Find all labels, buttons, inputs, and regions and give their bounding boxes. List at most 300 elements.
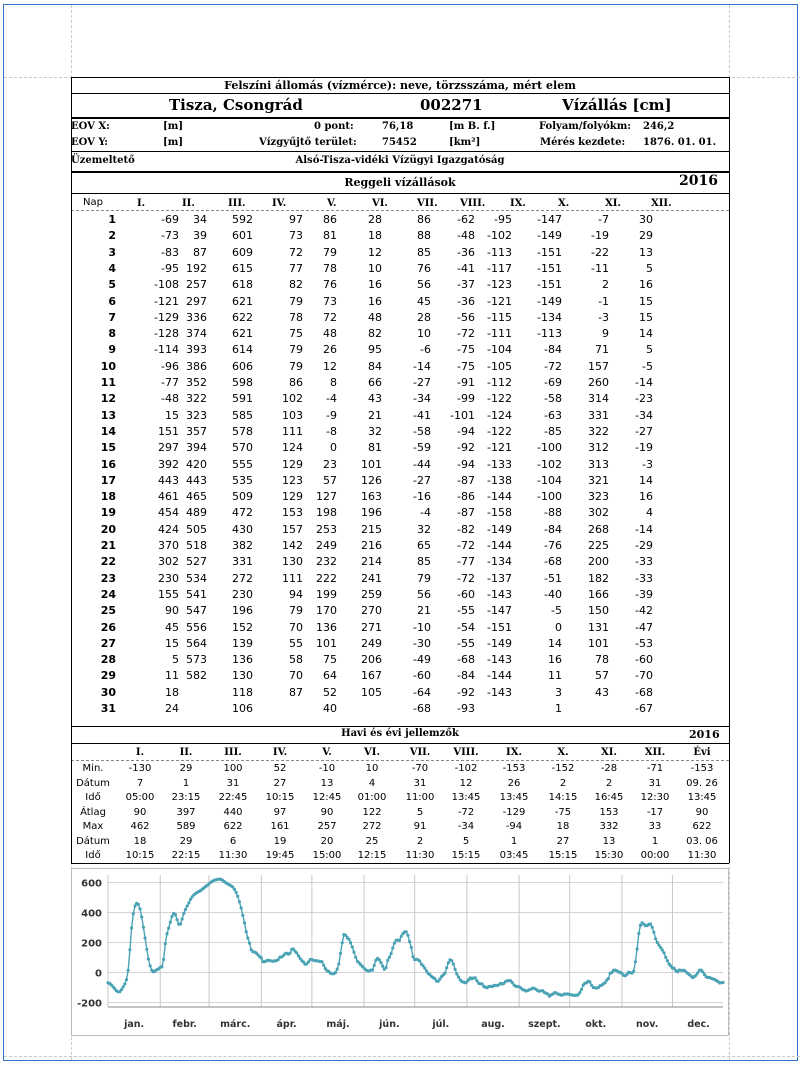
stats-value: 15:15 [451, 850, 481, 861]
daily-value: -96 [161, 359, 179, 373]
stats-column-header: X. [557, 747, 569, 758]
day-number: 30 [100, 685, 116, 699]
stats-value: 26 [507, 777, 521, 789]
eovy-label: EOV Y: [71, 137, 108, 148]
data-point [661, 948, 664, 951]
daily-value: -9 [326, 408, 337, 422]
day-number: 19 [100, 506, 116, 520]
day-number: 10 [100, 359, 116, 373]
daily-value: 94 [289, 587, 303, 601]
daily-value: 29 [639, 229, 653, 243]
daily-value: 199 [316, 587, 337, 601]
daily-value: 9 [602, 327, 609, 341]
stats-value: -94 [505, 821, 523, 832]
daily-value: -149 [537, 229, 562, 243]
data-point [701, 970, 704, 973]
daily-value: 87 [193, 245, 207, 259]
daily-value: 43 [368, 392, 382, 406]
daily-value: 3 [555, 685, 562, 699]
daily-value: -30 [413, 636, 431, 650]
daily-value: 166 [588, 587, 609, 601]
x-tick-label: febr. [172, 1019, 197, 1030]
daily-value: 82 [368, 327, 382, 341]
daily-value: -104 [537, 473, 562, 487]
stats-value: 397 [176, 806, 196, 818]
x-tick-label: júl. [432, 1019, 450, 1030]
data-point [169, 921, 172, 924]
daily-value: -112 [487, 376, 512, 389]
daily-value: 90 [165, 604, 179, 618]
daily-value: 1 [555, 702, 562, 715]
daily-value: -143 [487, 685, 512, 699]
stats-value: 27 [556, 835, 570, 847]
daily-value: -36 [457, 245, 475, 259]
data-point [649, 922, 652, 925]
data-point [632, 970, 635, 973]
data-point [351, 945, 354, 948]
data-point [322, 964, 325, 967]
station-name: Tisza, Csongrád [169, 96, 303, 114]
daily-value: 102 [282, 392, 303, 406]
daily-value: 14 [639, 473, 653, 487]
data-point [174, 913, 177, 916]
daily-value: -113 [537, 327, 562, 341]
daily-value: 103 [282, 408, 303, 422]
daily-value: 70 [289, 669, 303, 683]
daily-value: -53 [635, 636, 653, 650]
daily-value: 198 [316, 506, 337, 520]
month-header: VII. [417, 198, 438, 209]
daily-value: -67 [635, 702, 653, 715]
stats-value: 1 [510, 835, 518, 847]
stats-value: 90 [320, 806, 334, 818]
daily-value: 26 [323, 343, 337, 357]
daily-value: 72 [323, 310, 337, 324]
daily-value: 77 [289, 261, 303, 275]
daily-value: 142 [282, 539, 303, 552]
daily-value: 382 [232, 539, 253, 552]
daily-value: 614 [232, 343, 253, 357]
daily-value: 615 [232, 261, 253, 275]
stats-value: 22:45 [218, 792, 248, 803]
stats-value: 20 [320, 835, 334, 847]
daily-value: 78 [323, 261, 337, 275]
data-point [334, 971, 337, 974]
data-point [654, 937, 657, 940]
chart-frame [71, 868, 729, 1036]
day-number: 17 [100, 473, 116, 487]
daily-value: -19 [635, 441, 653, 455]
month-header: X. [558, 198, 570, 209]
data-point [140, 915, 143, 918]
data-point [373, 964, 376, 967]
daily-value: -104 [487, 343, 512, 357]
daily-value: 260 [588, 376, 609, 389]
stats-value: 100 [223, 763, 243, 774]
daily-value: -3 [642, 457, 653, 471]
daily-value: 16 [368, 278, 382, 292]
start-label: Mérés kezdete: [540, 137, 626, 148]
daily-value: 200 [588, 555, 609, 569]
daily-value: 56 [417, 278, 431, 292]
stats-value: -71 [646, 763, 664, 774]
stats-value: 6 [229, 835, 237, 847]
daily-value: 443 [186, 473, 207, 487]
data-point [248, 942, 251, 945]
stats-value: 11:30 [687, 850, 717, 861]
data-point [410, 946, 413, 949]
data-point [447, 961, 450, 964]
stats-value: 7 [136, 777, 144, 789]
day-number: 24 [100, 587, 116, 601]
daily-value: -73 [161, 229, 179, 243]
basin-unit: [km²] [449, 137, 481, 148]
daily-value: -72 [457, 571, 475, 585]
month-header: XI. [605, 198, 621, 209]
daily-value: 527 [186, 555, 207, 569]
daily-value: 43 [595, 685, 609, 699]
daily-value: 443 [158, 473, 179, 487]
data-point [127, 969, 130, 972]
daily-value: -84 [544, 522, 562, 536]
stats-value: 31 [226, 777, 240, 789]
daily-value: 24 [165, 702, 179, 715]
daily-value: 127 [316, 490, 337, 504]
x-tick-label: jún. [379, 1019, 400, 1030]
data-point [347, 938, 350, 941]
daily-value: -84 [544, 343, 562, 357]
stats-value: 622 [692, 821, 712, 832]
daily-value: -123 [487, 278, 512, 292]
daily-value: -151 [487, 620, 512, 634]
data-point [320, 960, 323, 963]
daily-value: 535 [232, 473, 253, 487]
data-point [388, 956, 391, 959]
daily-value: 155 [158, 587, 179, 601]
daily-value: 15 [639, 310, 653, 324]
day-number: 25 [100, 604, 116, 618]
daily-value: 87 [289, 685, 303, 699]
daily-value: -37 [457, 278, 475, 292]
x-tick-label: dec. [687, 1019, 710, 1030]
y-tick-label: 200 [81, 938, 102, 950]
daily-value: -94 [457, 424, 475, 438]
x-tick-label: márc. [220, 1019, 251, 1030]
daily-value: 420 [186, 457, 207, 471]
day-number: 6 [108, 294, 116, 308]
daily-value: 95 [368, 343, 382, 357]
data-point [186, 904, 189, 907]
stats-value: 153 [599, 806, 619, 818]
daily-value: 71 [595, 343, 609, 357]
daily-value: -27 [413, 376, 431, 389]
stats-value: 2 [605, 777, 613, 789]
basin-label: Vízgyűjtő terület: [259, 137, 357, 148]
stats-row-label: Idő [85, 850, 101, 861]
stats-column-header: IV. [272, 747, 288, 758]
daily-value: -5 [642, 359, 653, 373]
daily-value: 321 [588, 473, 609, 487]
daily-value: -99 [457, 392, 475, 406]
river-km-value: 246,2 [643, 121, 675, 132]
data-point [393, 942, 396, 945]
daily-value: -14 [413, 359, 431, 373]
day-number: 21 [100, 539, 116, 552]
daily-value: -129 [154, 310, 179, 324]
x-tick-label: jan. [124, 1019, 145, 1030]
daily-value: 182 [588, 571, 609, 585]
data-point [147, 957, 150, 960]
daily-value: 130 [282, 555, 303, 569]
data-point [165, 932, 168, 935]
stats-value: 13 [320, 777, 334, 789]
daily-value: 45 [417, 294, 431, 308]
data-point [179, 922, 182, 925]
daily-value: 79 [417, 571, 431, 585]
stats-value: 440 [223, 806, 243, 818]
day-number: 2 [108, 229, 116, 243]
daily-value: 534 [186, 571, 207, 585]
stats-value: 5 [462, 835, 470, 847]
daily-value: 167 [361, 669, 382, 683]
start-value: 1876. 01. 01. [643, 137, 717, 148]
stats-value: 05:00 [125, 792, 155, 803]
daily-value: 97 [289, 213, 303, 226]
daily-value: 241 [361, 571, 382, 585]
daily-value: -44 [413, 457, 431, 471]
daily-value: -48 [457, 229, 475, 243]
stats-column-header: VII. [409, 747, 431, 758]
stats-column-header: Évi [693, 747, 711, 758]
daily-value: 272 [232, 571, 253, 585]
daily-value: 11 [548, 669, 562, 683]
data-point [664, 956, 667, 959]
daily-value: 123 [282, 473, 303, 487]
daily-value: -84 [457, 669, 475, 683]
daily-value: -101 [450, 408, 475, 422]
daily-value: 461 [158, 490, 179, 504]
daily-value: 472 [232, 506, 253, 520]
daily-value: -51 [544, 571, 562, 585]
stats-value: 25 [365, 835, 379, 847]
data-point [662, 951, 665, 954]
daily-value: 591 [232, 392, 253, 406]
daily-value: -72 [457, 539, 475, 552]
daily-value: 225 [588, 539, 609, 552]
daily-value: 163 [361, 490, 382, 504]
daily-value: 618 [232, 278, 253, 292]
daily-value: -59 [413, 441, 431, 455]
x-tick-label: okt. [585, 1019, 607, 1030]
daily-value: 322 [588, 424, 609, 438]
stats-value: 1 [182, 777, 190, 789]
data-point [588, 980, 591, 983]
daily-value: -143 [487, 653, 512, 667]
daily-value: -70 [635, 669, 653, 683]
stats-year: 2016 [689, 728, 720, 741]
data-point [634, 960, 637, 963]
daily-value: 13 [639, 245, 653, 259]
stats-value: 1 [651, 835, 659, 847]
daily-value: -49 [413, 653, 431, 667]
daily-value: -138 [487, 473, 512, 487]
daily-value: -144 [487, 539, 512, 552]
daily-value: 622 [232, 310, 253, 324]
stats-value: 16:45 [594, 792, 624, 803]
daily-value: 81 [368, 441, 382, 455]
daily-value: -82 [457, 522, 475, 536]
daily-value: 230 [232, 587, 253, 601]
daily-value: -95 [494, 213, 512, 226]
daily-value: 52 [323, 685, 337, 699]
daily-value: 541 [186, 587, 207, 601]
daily-value: 394 [186, 441, 207, 455]
data-point [181, 917, 184, 920]
data-point [454, 968, 457, 971]
x-tick-label: szept. [528, 1019, 561, 1030]
daily-value: -4 [326, 392, 337, 406]
daily-value: -68 [635, 685, 653, 699]
daily-value: -27 [413, 473, 431, 487]
daily-value: -6 [420, 343, 431, 357]
day-number: 9 [108, 343, 116, 357]
day-number: 23 [100, 571, 116, 585]
month-header: IV. [272, 198, 287, 209]
daily-value: -1 [598, 294, 609, 308]
day-header: Nap [83, 197, 103, 208]
daily-value: 16 [639, 278, 653, 292]
daily-value: -122 [487, 392, 512, 406]
daily-value: 222 [316, 571, 337, 585]
daily-value: 157 [282, 522, 303, 536]
operator-label: Üzemeltető [71, 155, 135, 166]
stats-value: 03:45 [499, 850, 529, 861]
daily-value: -8 [326, 424, 337, 438]
daily-value: 129 [282, 457, 303, 471]
daily-value: -55 [457, 604, 475, 618]
stats-value: 00:00 [640, 850, 670, 861]
daily-value: 216 [361, 539, 382, 552]
data-point [245, 930, 248, 933]
daily-value: -151 [537, 261, 562, 275]
daily-value: 609 [232, 245, 253, 259]
daily-value: -4 [420, 506, 431, 520]
daily-value: 230 [158, 571, 179, 585]
stats-row-label: Dátum [76, 835, 110, 847]
day-number: 26 [100, 620, 116, 634]
daily-value: 606 [232, 359, 253, 373]
daily-value: 257 [186, 278, 207, 292]
daily-value: 28 [417, 310, 431, 324]
daily-value: 4 [646, 506, 653, 520]
day-number: 13 [100, 408, 116, 422]
stats-value: 12:15 [357, 850, 387, 861]
daily-value: -149 [487, 636, 512, 650]
daily-value: 392 [158, 457, 179, 471]
daily-value: 393 [186, 343, 207, 357]
data-point [164, 942, 167, 945]
data-point [371, 969, 374, 972]
daily-value: 79 [289, 359, 303, 373]
daily-value: 118 [232, 685, 253, 699]
daily-value: -33 [635, 555, 653, 569]
data-point [408, 940, 411, 943]
data-point [656, 941, 659, 944]
daily-value: 5 [172, 653, 179, 667]
data-point [130, 926, 133, 929]
daily-value: -22 [591, 245, 609, 259]
stats-value: 31 [648, 777, 662, 789]
daily-value: -88 [544, 506, 562, 520]
daily-value: 196 [361, 506, 382, 520]
data-point [295, 951, 298, 954]
data-point [457, 975, 460, 978]
stats-row-label: Max [82, 821, 104, 832]
daily-value: -124 [487, 408, 512, 422]
daily-value: 79 [323, 245, 337, 259]
month-header: IX. [510, 198, 526, 209]
stats-value: 52 [273, 763, 287, 774]
daily-value: 86 [289, 376, 303, 389]
data-point [390, 952, 393, 955]
daily-value: 14 [548, 636, 562, 650]
zero-point-value: 76,18 [382, 121, 414, 132]
daily-value: 84 [368, 359, 382, 373]
data-point [636, 947, 639, 950]
data-point [142, 926, 145, 929]
data-point [137, 903, 140, 906]
daily-value: 518 [186, 539, 207, 552]
daily-value: -34 [635, 408, 653, 422]
daily-value: 136 [232, 653, 253, 667]
data-point [182, 912, 185, 915]
stats-value: 01:00 [357, 792, 387, 803]
data-point [128, 948, 131, 951]
daily-value: 75 [289, 327, 303, 341]
daily-value: -134 [487, 555, 512, 569]
day-number: 5 [108, 278, 116, 292]
daily-value: 82 [289, 278, 303, 292]
stats-value: 13:45 [499, 792, 529, 803]
daily-value: -117 [487, 261, 512, 275]
daily-value: 101 [361, 457, 382, 471]
daily-value: 130 [232, 669, 253, 683]
stats-value: 91 [413, 821, 427, 832]
stats-row-label: Min. [82, 763, 104, 774]
daily-value: 170 [316, 604, 337, 618]
day-number: 7 [108, 310, 116, 324]
daily-value: -14 [635, 522, 653, 536]
daily-value: 323 [186, 408, 207, 422]
daily-value: -7 [598, 213, 609, 226]
month-header: V. [327, 198, 337, 209]
daily-value: -68 [457, 653, 475, 667]
data-point [666, 959, 669, 962]
daily-value: -128 [154, 327, 179, 341]
daily-value: -111 [487, 327, 512, 341]
daily-value: -60 [457, 587, 475, 601]
data-point [187, 901, 190, 904]
day-number: 22 [100, 555, 116, 569]
data-point [149, 964, 152, 967]
data-point [405, 930, 408, 933]
month-header: I. [137, 198, 146, 209]
daily-value: 465 [186, 490, 207, 504]
daily-value: -29 [635, 539, 653, 552]
day-number: 11 [100, 376, 116, 389]
daily-value: -122 [487, 424, 512, 438]
daily-value: -16 [413, 490, 431, 504]
